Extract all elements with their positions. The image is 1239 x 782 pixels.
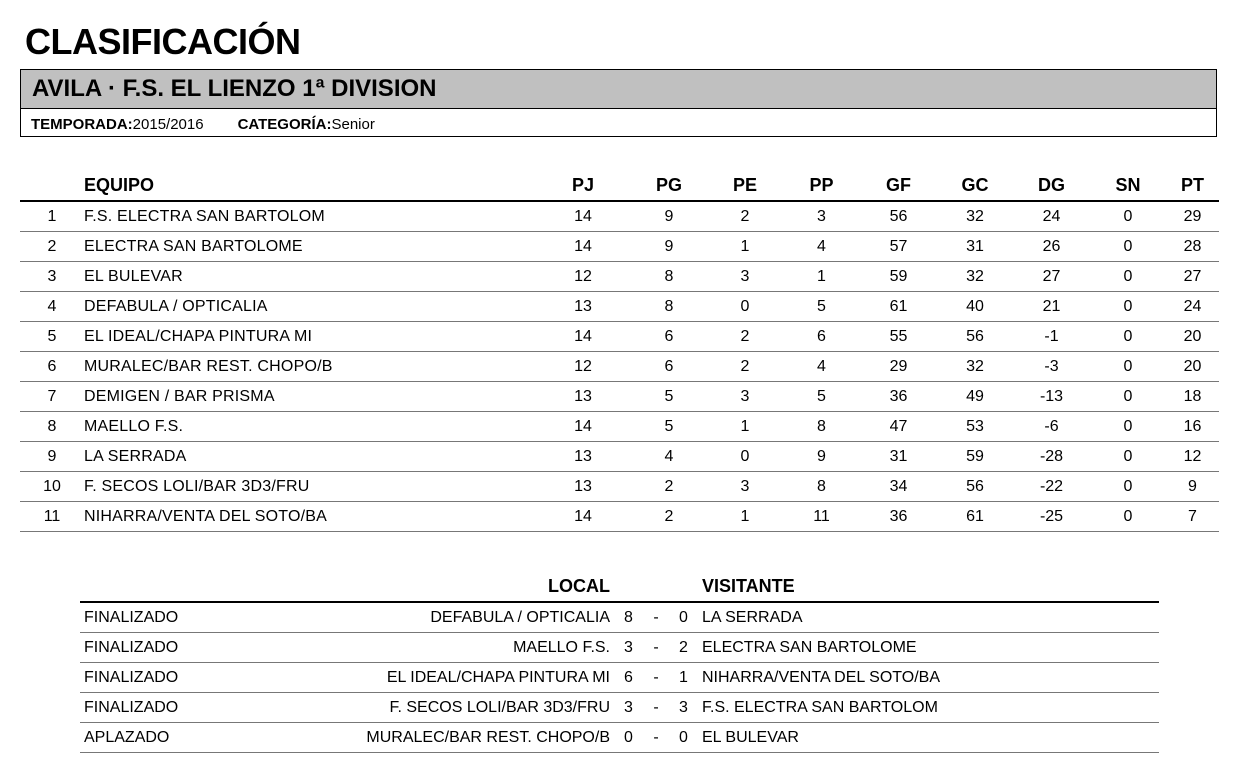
cell-position: 7 (20, 382, 84, 412)
cell-dg: -13 (1013, 382, 1090, 412)
cell-pt: 29 (1166, 201, 1219, 232)
cell-pg: 8 (631, 292, 707, 322)
cell-pt: 12 (1166, 442, 1219, 472)
cell-gf: 47 (860, 412, 937, 442)
col-header-visitor: VISITANTE (696, 571, 1159, 602)
cell-pp: 4 (783, 352, 860, 382)
cell-pp: 5 (783, 382, 860, 412)
cell-team: EL IDEAL/CHAPA PINTURA MI (84, 322, 535, 352)
cell-pt: 18 (1166, 382, 1219, 412)
cell-gc: 32 (937, 352, 1013, 382)
league-header (20, 69, 1217, 137)
category-label: CATEGORÍA: (237, 116, 332, 133)
cell-pe: 2 (707, 352, 783, 382)
match-score-separator: - (641, 693, 671, 723)
cell-team: DEMIGEN / BAR PRISMA (84, 382, 535, 412)
col-header-position (20, 170, 84, 201)
match-visitor-team: ELECTRA SAN BARTOLOME (696, 633, 1159, 663)
match-visitor-team: LA SERRADA (696, 602, 1159, 633)
cell-gc: 53 (937, 412, 1013, 442)
cell-pj: 13 (535, 472, 631, 502)
match-status: FINALIZADO (80, 693, 280, 723)
cell-gc: 40 (937, 292, 1013, 322)
cell-pg: 9 (631, 232, 707, 262)
cell-position: 1 (20, 201, 84, 232)
cell-sn: 0 (1090, 412, 1166, 442)
standings-header-row (20, 170, 1219, 201)
cell-gf: 36 (860, 382, 937, 412)
cell-dg: -28 (1013, 442, 1090, 472)
cell-pe: 3 (707, 382, 783, 412)
cell-gf: 36 (860, 502, 937, 532)
col-header-gc: GC (937, 170, 1013, 201)
match-visitor-team: NIHARRA/VENTA DEL SOTO/BA (696, 663, 1159, 693)
cell-gc: 61 (937, 502, 1013, 532)
cell-pt: 27 (1166, 262, 1219, 292)
cell-team: MURALEC/BAR REST. CHOPO/B (84, 352, 535, 382)
cell-position: 8 (20, 412, 84, 442)
cell-pg: 2 (631, 502, 707, 532)
cell-position: 2 (20, 232, 84, 262)
cell-pj: 13 (535, 292, 631, 322)
cell-pp: 11 (783, 502, 860, 532)
cell-pp: 9 (783, 442, 860, 472)
col-header-pj: PJ (535, 170, 631, 201)
matches-header-row (80, 571, 1159, 602)
cell-pp: 6 (783, 322, 860, 352)
cell-dg: -6 (1013, 412, 1090, 442)
cell-pe: 1 (707, 502, 783, 532)
cell-sn: 0 (1090, 382, 1166, 412)
cell-pt: 9 (1166, 472, 1219, 502)
cell-pt: 28 (1166, 232, 1219, 262)
cell-gc: 59 (937, 442, 1013, 472)
cell-pp: 4 (783, 232, 860, 262)
cell-pe: 1 (707, 232, 783, 262)
table-row (20, 322, 1219, 352)
table-row (20, 412, 1219, 442)
match-local-team: MAELLO F.S. (280, 633, 616, 663)
cell-dg: -1 (1013, 322, 1090, 352)
match-away-goals: 2 (671, 633, 696, 663)
match-status: APLAZADO (80, 723, 280, 753)
match-away-goals: 1 (671, 663, 696, 693)
matches-body (80, 602, 1159, 753)
table-row (20, 472, 1219, 502)
cell-pg: 9 (631, 201, 707, 232)
standings-body (20, 201, 1219, 532)
cell-position: 6 (20, 352, 84, 382)
cell-team: EL BULEVAR (84, 262, 535, 292)
cell-pj: 14 (535, 201, 631, 232)
cell-pe: 3 (707, 262, 783, 292)
col-header-score-sep (641, 571, 671, 602)
cell-gc: 32 (937, 201, 1013, 232)
cell-position: 5 (20, 322, 84, 352)
cell-pp: 8 (783, 412, 860, 442)
cell-position: 10 (20, 472, 84, 502)
cell-team: MAELLO F.S. (84, 412, 535, 442)
cell-gf: 57 (860, 232, 937, 262)
cell-gf: 34 (860, 472, 937, 502)
match-row (80, 602, 1159, 633)
cell-dg: 27 (1013, 262, 1090, 292)
category-value: Senior (331, 116, 375, 133)
cell-sn: 0 (1090, 201, 1166, 232)
cell-position: 9 (20, 442, 84, 472)
cell-pe: 1 (707, 412, 783, 442)
match-home-goals: 3 (616, 693, 641, 723)
cell-pg: 4 (631, 442, 707, 472)
cell-pp: 3 (783, 201, 860, 232)
match-status: FINALIZADO (80, 663, 280, 693)
season-value: 2015/2016 (132, 116, 204, 133)
cell-pe: 2 (707, 322, 783, 352)
table-row (20, 292, 1219, 322)
cell-gc: 56 (937, 472, 1013, 502)
cell-pp: 1 (783, 262, 860, 292)
match-local-team: DEFABULA / OPTICALIA (280, 602, 616, 633)
cell-gf: 55 (860, 322, 937, 352)
matches-table (80, 571, 1159, 753)
cell-pj: 13 (535, 442, 631, 472)
match-home-goals: 8 (616, 602, 641, 633)
cell-team: F. SECOS LOLI/BAR 3D3/FRU (84, 472, 535, 502)
match-away-goals: 3 (671, 693, 696, 723)
match-row (80, 633, 1159, 663)
match-local-team: EL IDEAL/CHAPA PINTURA MI (280, 663, 616, 693)
match-row (80, 663, 1159, 693)
col-header-local: LOCAL (280, 571, 616, 602)
match-away-goals: 0 (671, 723, 696, 753)
col-header-pe: PE (707, 170, 783, 201)
match-row (80, 693, 1159, 723)
col-header-team: EQUIPO (84, 170, 535, 201)
cell-gf: 61 (860, 292, 937, 322)
match-row (80, 723, 1159, 753)
col-header-gf: GF (860, 170, 937, 201)
cell-team: ELECTRA SAN BARTOLOME (84, 232, 535, 262)
cell-pg: 5 (631, 382, 707, 412)
cell-pp: 8 (783, 472, 860, 502)
cell-sn: 0 (1090, 322, 1166, 352)
cell-pg: 6 (631, 352, 707, 382)
cell-pj: 13 (535, 382, 631, 412)
cell-pt: 20 (1166, 352, 1219, 382)
cell-gc: 49 (937, 382, 1013, 412)
col-header-score-home (616, 571, 641, 602)
cell-pt: 20 (1166, 322, 1219, 352)
col-header-sn: SN (1090, 170, 1166, 201)
cell-sn: 0 (1090, 352, 1166, 382)
cell-dg: -3 (1013, 352, 1090, 382)
cell-gf: 56 (860, 201, 937, 232)
col-header-status (80, 571, 280, 602)
match-visitor-team: EL BULEVAR (696, 723, 1159, 753)
cell-pt: 24 (1166, 292, 1219, 322)
table-row (20, 232, 1219, 262)
table-row (20, 442, 1219, 472)
match-away-goals: 0 (671, 602, 696, 633)
col-header-pp: PP (783, 170, 860, 201)
match-status: FINALIZADO (80, 602, 280, 633)
cell-gc: 32 (937, 262, 1013, 292)
cell-dg: 26 (1013, 232, 1090, 262)
cell-dg: -25 (1013, 502, 1090, 532)
cell-pj: 12 (535, 262, 631, 292)
cell-gf: 29 (860, 352, 937, 382)
league-title-band (21, 70, 1216, 109)
col-header-score-away (671, 571, 696, 602)
cell-team: NIHARRA/VENTA DEL SOTO/BA (84, 502, 535, 532)
cell-pp: 5 (783, 292, 860, 322)
match-home-goals: 6 (616, 663, 641, 693)
cell-team: LA SERRADA (84, 442, 535, 472)
match-score-separator: - (641, 723, 671, 753)
cell-pg: 5 (631, 412, 707, 442)
cell-pj: 14 (535, 412, 631, 442)
table-row (20, 502, 1219, 532)
cell-pj: 12 (535, 352, 631, 382)
cell-sn: 0 (1090, 502, 1166, 532)
cell-pj: 14 (535, 232, 631, 262)
cell-pj: 14 (535, 322, 631, 352)
cell-position: 11 (20, 502, 84, 532)
season-label: TEMPORADA: (31, 116, 133, 133)
season-info (31, 116, 375, 134)
match-score-separator: - (641, 602, 671, 633)
cell-pt: 7 (1166, 502, 1219, 532)
cell-position: 4 (20, 292, 84, 322)
cell-pg: 6 (631, 322, 707, 352)
cell-pe: 2 (707, 201, 783, 232)
cell-sn: 0 (1090, 442, 1166, 472)
cell-gf: 31 (860, 442, 937, 472)
page-title: CLASIFICACIÓN (25, 21, 301, 62)
match-home-goals: 3 (616, 633, 641, 663)
cell-dg: 24 (1013, 201, 1090, 232)
col-header-pt: PT (1166, 170, 1219, 201)
cell-pg: 2 (631, 472, 707, 502)
cell-pe: 3 (707, 472, 783, 502)
table-row (20, 201, 1219, 232)
match-score-separator: - (641, 663, 671, 693)
cell-sn: 0 (1090, 262, 1166, 292)
cell-dg: -22 (1013, 472, 1090, 502)
cell-gc: 56 (937, 322, 1013, 352)
match-visitor-team: F.S. ELECTRA SAN BARTOLOM (696, 693, 1159, 723)
cell-gc: 31 (937, 232, 1013, 262)
cell-pe: 0 (707, 442, 783, 472)
match-home-goals: 0 (616, 723, 641, 753)
cell-team: F.S. ELECTRA SAN BARTOLOM (84, 201, 535, 232)
match-status: FINALIZADO (80, 633, 280, 663)
match-score-separator: - (641, 633, 671, 663)
cell-dg: 21 (1013, 292, 1090, 322)
cell-pt: 16 (1166, 412, 1219, 442)
cell-gf: 59 (860, 262, 937, 292)
cell-pj: 14 (535, 502, 631, 532)
cell-position: 3 (20, 262, 84, 292)
cell-sn: 0 (1090, 232, 1166, 262)
match-local-team: MURALEC/BAR REST. CHOPO/B (280, 723, 616, 753)
col-header-dg: DG (1013, 170, 1090, 201)
table-row (20, 382, 1219, 412)
cell-sn: 0 (1090, 472, 1166, 502)
match-local-team: F. SECOS LOLI/BAR 3D3/FRU (280, 693, 616, 723)
cell-sn: 0 (1090, 292, 1166, 322)
standings-table (20, 170, 1219, 532)
cell-team: DEFABULA / OPTICALIA (84, 292, 535, 322)
table-row (20, 352, 1219, 382)
cell-pe: 0 (707, 292, 783, 322)
col-header-pg: PG (631, 170, 707, 201)
table-row (20, 262, 1219, 292)
league-title: AVILA · F.S. EL LIENZO 1ª DIVISION (32, 75, 437, 102)
cell-pg: 8 (631, 262, 707, 292)
